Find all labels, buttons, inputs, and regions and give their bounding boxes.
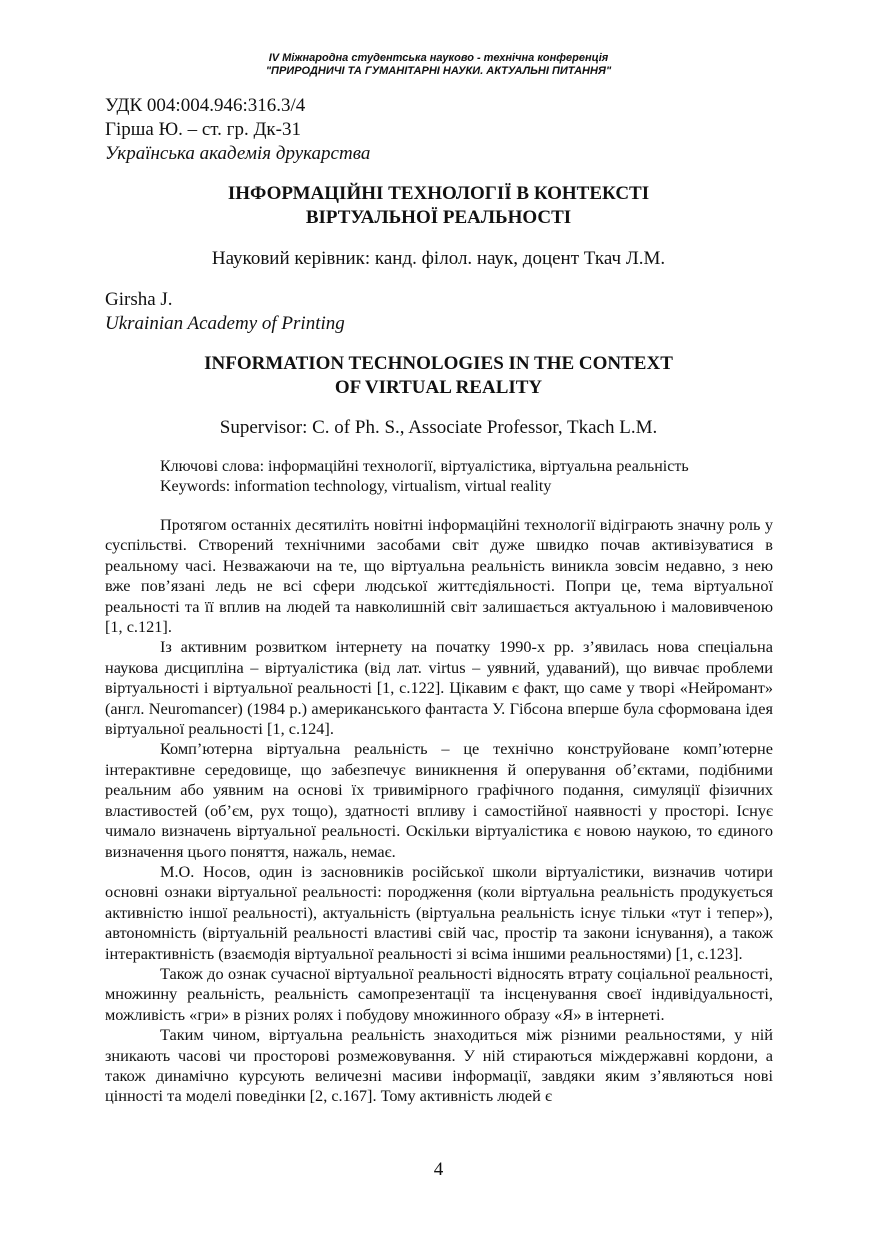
supervisor-ukr: Науковий керівник: канд. філол. наук, доцент Ткач Л.М. bbox=[211, 248, 666, 269]
paragraph: Також до ознак сучасної віртуальної реальності відносять втрату соціальної реальності, множинну реальність, реальність самопрезентації та інсценування своєї індивідуальності, можливість «гри» в різних ролях і побудову множинного образу «Я» в інтернеті. bbox=[105, 963, 773, 1024]
paragraph: М.О. Носов, один із засновників російської школи віртуалістики, визначив чотири основні ознаки віртуальної реальності: породження (коли віртуальна реальність продукується активністю іншої реальності), актуальність (віртуальна реальність існує тільки «тут і тепер»), автономність (віртуальній реальності властиві свій час, простір та закони існування), а також інтерактивність (взаємодія віртуальної реальності зі всіма іншими реальностями) [1, с.123]. bbox=[105, 861, 773, 963]
title-eng-line2: OF VIRTUAL REALITY bbox=[334, 377, 543, 398]
affiliation-ukr: Українська академія друкарства bbox=[105, 143, 371, 164]
paragraph: Протягом останніх десятиліть новітні інформаційні технології відіграють значну роль у суспільстві. Створений технічними засобами світ дуже швидко почав активізуватися в реальному часі. Незважаючи на те, що віртуальна реальність виникла зовсім недавно, з нею вже пов’язані ледь не всі сфери людської життєдіяльності. Попри це, тема віртуальної реальності та її вплив на людей та навколишній світ залишається актуальною і маловивченою [1, с.121]. bbox=[105, 515, 773, 637]
body-text bbox=[105, 515, 773, 1107]
author-eng: Girsha J. bbox=[105, 289, 173, 310]
title-eng-line1: INFORMATION TECHNOLOGIES IN THE CONTEXT bbox=[204, 353, 673, 374]
keywords-ukr: Ключові слова: інформаційні технології, віртуалістика, віртуальна реальність bbox=[160, 458, 689, 475]
conference-header bbox=[0, 52, 877, 78]
page-number: 4 bbox=[433, 1159, 444, 1180]
paragraph: Комп’ютерна віртуальна реальність – це технічно конструйоване комп’ютерне інтерактивне середовище, що забезпечує виникнення й оперування об’єктами, подібними реальним або уявним на основі їх тривимірного графічного подання, симуляції фізичних властивостей (об’єм, рух тощо), здатності впливу і самостійної наявності у просторі. Існує чимало визначень віртуальної реальності. Оскільки віртуалістика є новою наукою, то єдиного визначення цього поняття, нажаль, немає. bbox=[105, 739, 773, 861]
author-ukr: Гірша Ю. – ст. гр. Дк-31 bbox=[105, 119, 301, 140]
conference-header-line1: IV Міжнародна студентська науково - технічна конференція bbox=[268, 52, 609, 64]
paragraph: Із активним розвитком інтернету на початку 1990-х рр. з’явилась нова спеціальна наукова дисципліна – віртуалістика (від лат. virtus – уявний, удаваний), що вивчає проблеми віртуальності і віртуальної реальності [1, с.122]. Цікавим є факт, що саме у творі «Нейромант» (англ. Neuromancer) (1984 р.) американського фантаста У. Гібсона вперше була сформована ідея віртуальної реальності [1, с.124]. bbox=[105, 637, 773, 739]
udk-code: УДК 004:004.946:316.3/4 bbox=[105, 95, 306, 116]
keywords-eng: Keywords: information technology, virtualism, virtual reality bbox=[160, 478, 552, 495]
paragraph: Таким чином, віртуальна реальність знаходиться між різними реальностями, у ній зникають часові чи просторові розмежовування. У ній стираються міждержавні кордони, а також динамічно курсують величезні масиви інформації, завдяки яким з’являються нові цінності та моделі поведінки [2, с.167]. Тому активність людей є bbox=[105, 1025, 773, 1106]
supervisor-eng: Supervisor: C. of Ph. S., Associate Professor, Tkach L.M. bbox=[219, 417, 658, 438]
affiliation-eng: Ukrainian Academy of Printing bbox=[105, 313, 345, 334]
title-ukr-line2: ВІРТУАЛЬНОЇ РЕАЛЬНОСТІ bbox=[305, 207, 572, 228]
title-ukr-line1: ІНФОРМАЦІЙНІ ТЕХНОЛОГІЇ В КОНТЕКСТІ bbox=[227, 183, 650, 204]
conference-header-line2: "ПРИРОДНИЧІ ТА ГУМАНІТАРНІ НАУКИ. АКТУАЛЬНІ ПИТАННЯ" bbox=[265, 65, 612, 77]
